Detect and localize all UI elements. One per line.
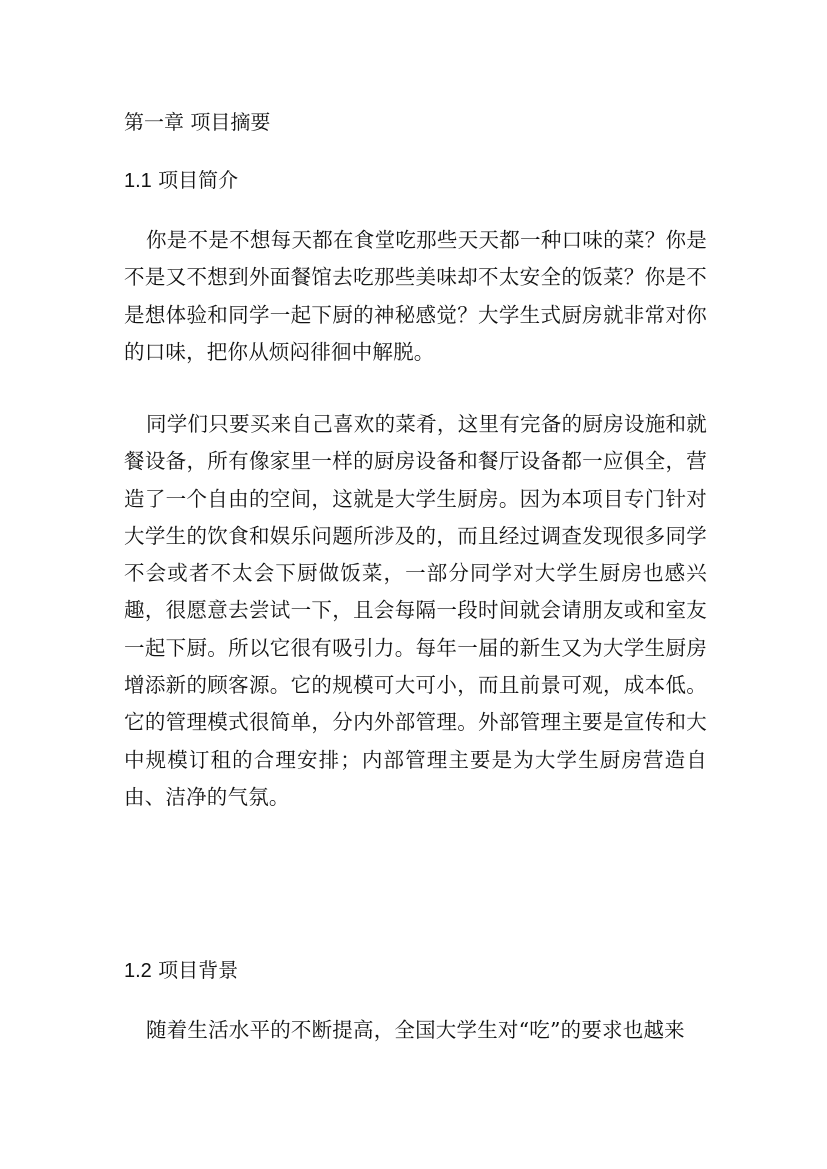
section-number: 1.1 <box>124 170 152 192</box>
chapter-title: 第一章 项目摘要 <box>124 110 271 134</box>
paragraph-intro-2: 同学们只要买来自己喜欢的菜肴，这里有完备的厨房设施和就餐设备，所有像家里一样的厨房设备和餐厅设备都一应俱全，营造了一个自由的空间，这就是大学生厨房。因为本项目专门针对大学生的饮食和娱乐问题所涉及的，而且经过调查发现很多同学不会或者不太会下厨做饭菜，一部分同学对大学生厨房也感兴趣，很愿意去尝试一下，且会每隔一段时间就会请朋友或和室友一起下厨。所以它很有吸引力。每年一届的新生又为大学生厨房增添新的顾客源。它的规模可大可小，而且前景可观，成本低。它的管理模式很简单，分内外部管理。外部管理主要是宣传和大中规模订租的合理安排；内部管理主要是为大学生厨房营造自由、洁净的气氛。 <box>124 412 707 809</box>
section-title-text: 项目简介 <box>158 168 239 192</box>
section-number: 1.2 <box>124 960 152 982</box>
section-heading-1-2 <box>124 954 238 987</box>
section-title-text: 项目背景 <box>158 958 239 982</box>
section-heading-1-1 <box>124 164 238 197</box>
paragraph-background-1: 随着生活水平的不断提高，全国大学生对“吃”的要求也越来 <box>146 1018 685 1042</box>
paragraph-intro-1: 你是不是不想每天都在食堂吃那些天天都一种口味的菜？你是不是又不想到外面餐馆去吃那些美味却不太安全的饭菜？你是不是想体验和同学一起下厨的神秘感觉？大学生式厨房就非常对你的口味，把你从烦闷徘徊中解脱。 <box>124 228 707 364</box>
